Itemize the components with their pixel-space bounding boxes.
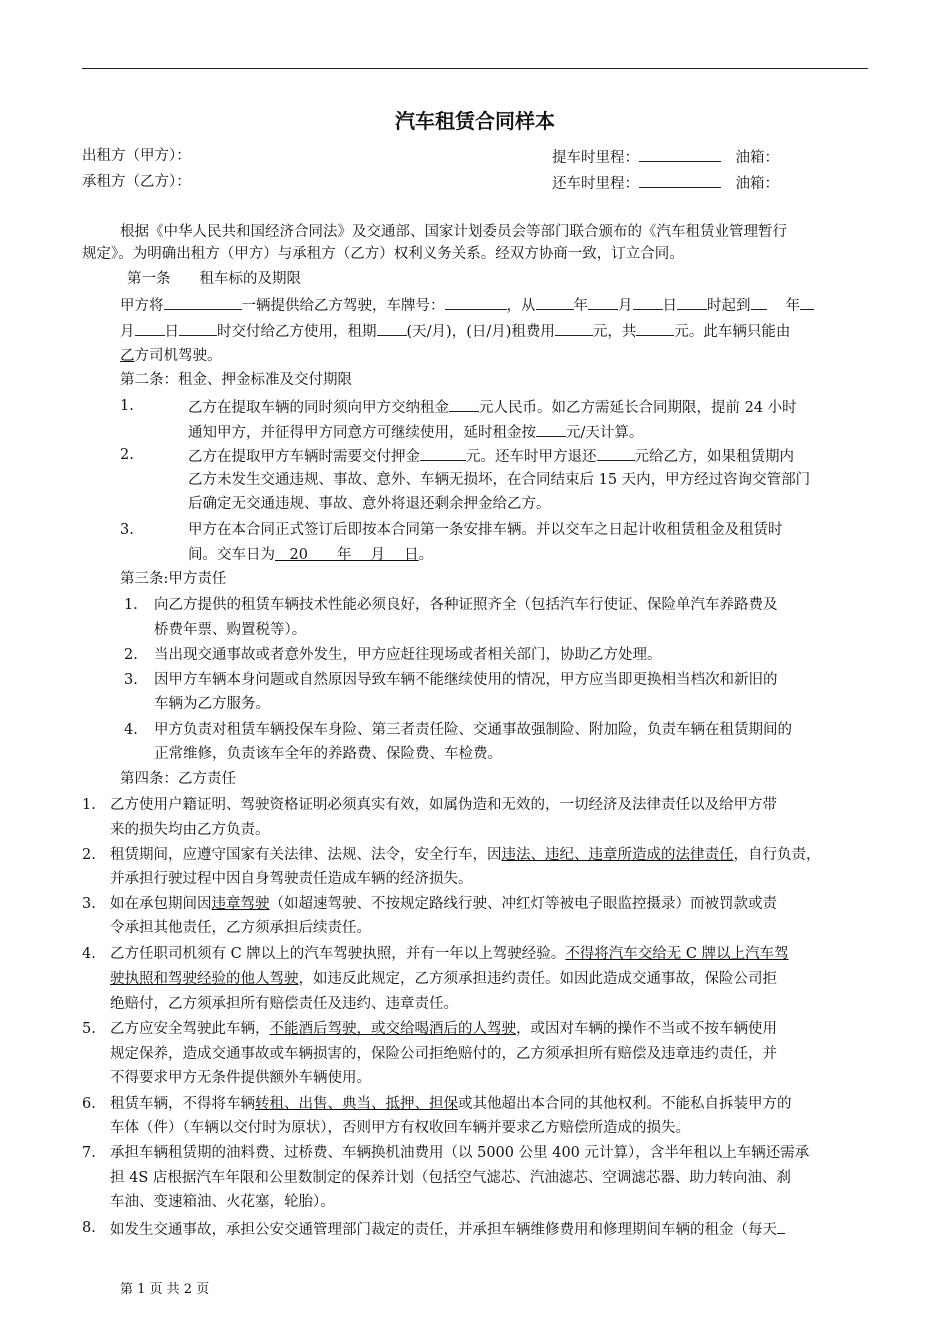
document-title: 汽车租赁合同样本 xyxy=(395,109,555,133)
article-3-line: 因甲方车辆本身问题或自然原因导致车辆不能继续使用的情况，甲方应当即更换相当档次和新旧的 xyxy=(154,672,778,688)
article-4-line: 令承担其他责任，乙方须承担后续责任。 xyxy=(110,920,371,936)
extension-rent-blank[interactable] xyxy=(536,421,566,437)
lessor-label: 出租方（甲方）： xyxy=(82,148,191,164)
rent-blank[interactable] xyxy=(449,396,479,412)
article-4-line: 租赁车辆，不得将车辆转租、出售、典当、抵押、担保或其他超出本合同的其他权利。不能私自拆装甲方的 xyxy=(110,1096,792,1112)
start-month-blank[interactable] xyxy=(588,294,618,310)
list-number: 2. xyxy=(82,847,96,863)
article-3-line: 向乙方提供的租赁车辆技术性能必须良好，各种证照齐全（包括汽车行使证、保险单汽车养路费及 xyxy=(154,597,778,613)
page-footer: 第 1 页 共 2 页 xyxy=(120,1282,210,1297)
article-4-line: 并承担行驶过程中因自身驾驶责任造成车辆的经济损失。 xyxy=(110,871,473,887)
end-day-blank[interactable] xyxy=(179,320,217,336)
article-4-line: 来的损失均由乙方负责。 xyxy=(110,822,270,838)
lease-term-blank[interactable] xyxy=(377,320,407,336)
pickup-mileage-field: 提车时里程： 油箱： xyxy=(552,146,779,168)
plate-number-blank[interactable] xyxy=(445,294,507,310)
list-number: 3. xyxy=(120,522,134,538)
article-3-line: 甲方负责对租赁车辆投保车身险、第三者责任险、交通事故强制险、附加险，负责车辆在租赁期间的 xyxy=(154,722,792,738)
article-2-line: 乙方未发生交通违规、事故、意外、车辆无损坏，在合同结束后 15 天内，甲方经过咨询交管部门 xyxy=(188,472,811,488)
lessee-label: 承租方（乙方）： xyxy=(82,174,191,190)
article-3-line: 当出现交通事故或者意外发生，甲方应赶往现场或者相关部门，协助乙方处理。 xyxy=(154,647,662,663)
article-3-line: 车辆为乙方服务。 xyxy=(154,696,270,712)
article-2-heading: 第二条：租金、押金标准及交付期限 xyxy=(120,372,352,388)
list-number: 4. xyxy=(82,946,96,962)
list-number: 6. xyxy=(82,1096,96,1112)
rent-fee-blank[interactable] xyxy=(555,320,593,336)
article-2-line: 间。交车日为 20 年 月 日。 xyxy=(188,547,434,563)
article-4-line: 绝赔付，乙方须承担所有赔偿责任及违约、违章责任。 xyxy=(110,996,458,1012)
deposit-blank[interactable] xyxy=(420,445,466,461)
start-year-blank[interactable] xyxy=(536,294,574,310)
article-1-line: 月 日 时交付给乙方使用，租期 (天/月)，(日/月)租费用 元，共 元。此车辆只能由 xyxy=(120,320,790,342)
article-1-line: 甲方将 一辆提供给乙方驾驶，车牌号： ，从 年 月 日 时起到 年 xyxy=(120,294,814,316)
article-3-line: 桥费年票、购置税等）。 xyxy=(154,622,307,638)
list-number: 2. xyxy=(124,647,138,663)
article-3-line: 正常维修，负责该车全年的养路费、保险费、车检费。 xyxy=(154,746,502,762)
article-2-line: 乙方在提取车辆的同时须向甲方交纳租金 元人民币。如乙方需延长合同期限，提前 24 小时 xyxy=(188,396,797,418)
article-4-line: 租赁期间，应遵守国家有关法律、法规、法令，安全行车，因违法、违纪、违章所造成的法律责任，自行负责， xyxy=(110,847,821,863)
article-4-line: 承担车辆租赁期的油料费、过桥费、车辆换机油费用（以 5000 公里 400 元计算），含半年租以上车辆还需承 xyxy=(110,1145,810,1161)
start-hour-blank[interactable] xyxy=(677,294,707,310)
list-number: 3. xyxy=(124,672,138,688)
article-2-line: 后确定无交通违规、事故、意外将退还剩余押金给乙方。 xyxy=(188,496,551,512)
article-4-line: 车油、变速箱油、火花塞，轮胎）。 xyxy=(110,1194,335,1210)
return-mileage-blank[interactable] xyxy=(639,172,721,188)
pickup-mileage-blank[interactable] xyxy=(639,146,721,162)
refund-blank[interactable] xyxy=(597,445,635,461)
article-4-line: 乙方使用户籍证明、驾驶资格证明必须真实有效，如属伪造和无效的，一切经济及法律责任以及给甲方带 xyxy=(110,797,777,813)
list-number: 1. xyxy=(120,398,134,414)
delivery-date-blank[interactable]: 20 年 月 日 xyxy=(275,547,419,563)
end-year-blank[interactable] xyxy=(751,294,767,310)
preamble-line: 规定》。为明确出租方（甲方）与承租方（乙方）权利义务关系。经双方协商一致，订立合同。 xyxy=(82,246,684,262)
article-2-line: 通知甲方，并征得甲方同意方可继续使用，延时租金按 元/天计算。 xyxy=(188,421,643,443)
article-4-line: 乙方应安全驾驶此车辆，不能酒后驾驶，或交给喝酒后的人驾驶，或因对车辆的操作不当或不按车辆使用 xyxy=(110,1021,777,1037)
article-4-line: 车体（件）（车辆以交付时为原状），否则甲方有权收回车辆并要求乙方赔偿所造成的损失。 xyxy=(110,1120,690,1136)
end-year-tail-blank[interactable] xyxy=(800,294,814,310)
article-4-line: 乙方任职司机须有 C 牌以上的汽车驾驶执照，并有一年以上驾驶经验。不得将汽车交给无 C 牌以上汽车驾 xyxy=(110,946,789,962)
article-2-line: 甲方在本合同正式签订后即按本合同第一条安排车辆。并以交车之日起计收租赁租金及租赁时 xyxy=(188,522,783,538)
list-number: 2. xyxy=(120,447,134,463)
list-number: 4. xyxy=(124,722,138,738)
article-4-line: 不得要求甲方无条件提供额外车辆使用。 xyxy=(110,1070,371,1086)
start-day-blank[interactable] xyxy=(633,294,663,310)
list-number: 8. xyxy=(82,1220,96,1236)
article-4-line: 担 4S 店根据汽车年限和公里数制定的保养计划（包括空气滤芯、汽油滤芯、空调滤芯器、助力转向油、刹 xyxy=(110,1170,791,1186)
list-number: 1. xyxy=(124,597,138,613)
preamble-line: 根据《中华人民共和国经济合同法》及交通部、国家计划委员会等部门联合颁布的《汽车租赁业管理暂行 xyxy=(120,224,787,240)
list-number: 7. xyxy=(82,1145,96,1161)
return-mileage-field: 还车时里程： 油箱： xyxy=(552,172,779,194)
list-number: 3. xyxy=(82,896,96,912)
article-3-heading: 第三条:甲方责任 xyxy=(120,571,227,587)
article-4-line: 驶执照和驾驶经验的他人驾驶，如违反此规定，乙方须承担违约责任。如因此造成交通事故，保险公司拒 xyxy=(110,971,777,987)
total-fee-blank[interactable] xyxy=(636,320,674,336)
daily-rent-blank[interactable] xyxy=(777,1218,785,1234)
list-number: 1. xyxy=(82,797,96,813)
article-1-line: 乙方司机驾驶。 xyxy=(120,348,222,364)
article-4-heading: 第四条：乙方责任 xyxy=(120,771,236,787)
article-1-heading: 第一条 租车标的及期限 xyxy=(127,271,301,287)
end-month-blank[interactable] xyxy=(135,320,165,336)
list-number: 5. xyxy=(82,1021,96,1037)
article-4-line: 如发生交通事故，承担公安交通管理部门裁定的责任，并承担车辆维修费用和修理期间车辆的租金（每天 xyxy=(110,1218,785,1240)
article-4-line: 规定保养，造成交通事故或车辆损害的，保险公司拒绝赔付的，乙方须承担所有赔偿及违章违约责任，并 xyxy=(110,1046,777,1062)
article-2-line: 乙方在提取甲方车辆时需要交付押金 元。还车时甲方退还 元给乙方，如果租赁期内 xyxy=(188,445,794,467)
article-4-line: 如在承包期间因违章驾驶（如超速驾驶、不按规定路线行驶、冲红灯等被电子眼监控摄录）而被罚款或责 xyxy=(110,896,777,912)
vehicle-blank[interactable] xyxy=(164,294,242,310)
header-rule xyxy=(82,68,868,69)
